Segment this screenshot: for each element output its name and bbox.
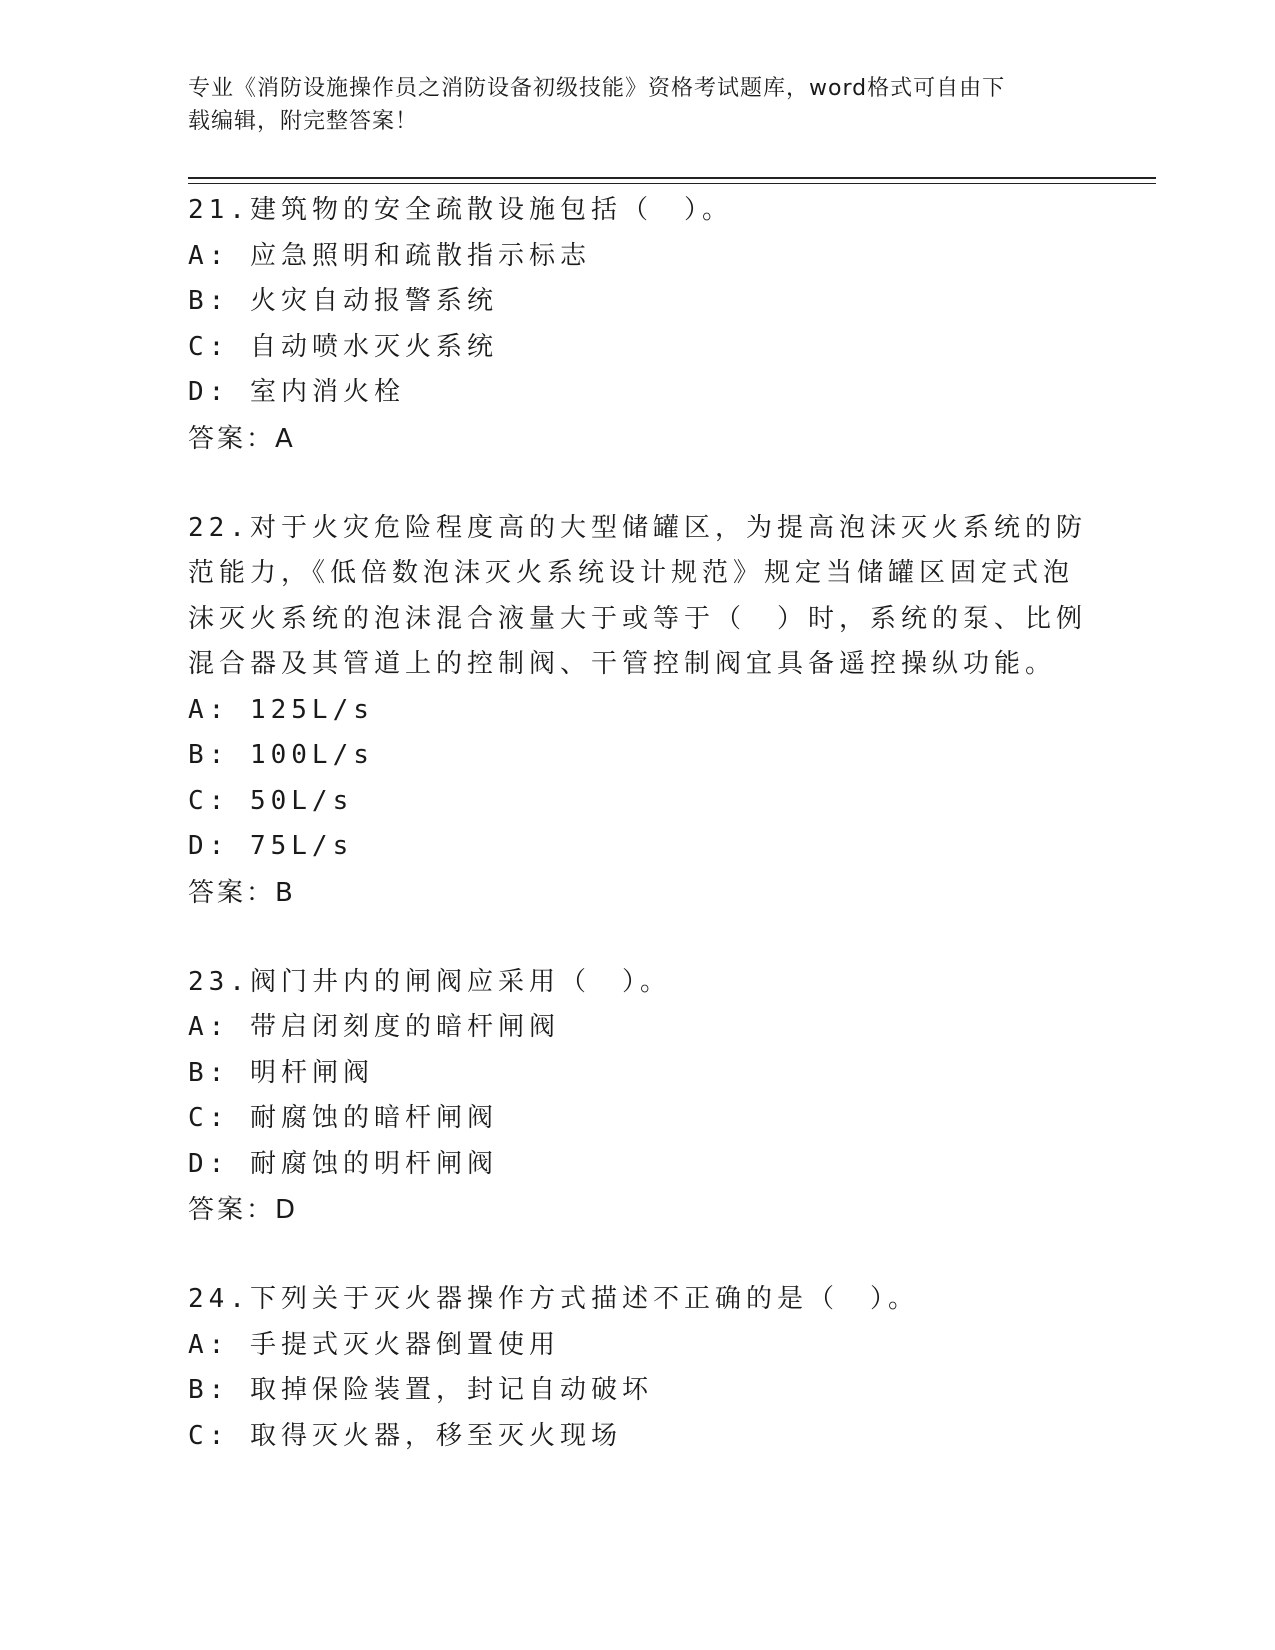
- option-c: C: 取得灭火器，移至灭火现场: [188, 1420, 622, 1451]
- document-header: [188, 72, 1068, 138]
- option-b: B: 火灾自动报警系统: [188, 286, 498, 316]
- option-a: A: 手提式灭火器倒置使用: [188, 1329, 560, 1360]
- question-22: [188, 506, 1088, 916]
- question-24: [188, 1277, 1088, 1459]
- option-c: C: 耐腐蚀的暗杆闸阀: [188, 1103, 498, 1133]
- option-c: C: 自动喷水灭火系统: [188, 331, 498, 362]
- header-rule-thick: [188, 177, 1156, 179]
- option-d: D: 耐腐蚀的明杆闸阀: [188, 1148, 498, 1179]
- header-rule-thin: [188, 183, 1156, 184]
- question-21: [188, 188, 1088, 462]
- option-a: A: 125L/s: [188, 694, 374, 725]
- answer: 答案：A: [188, 423, 296, 454]
- question-stem: 24.下列关于灭火器操作方式描述不正确的是（ ）。: [188, 1284, 919, 1314]
- option-a: A: 带启闭刻度的暗杆闸阀: [188, 1012, 560, 1042]
- answer: 答案：B: [188, 877, 296, 908]
- option-b: B: 取掉保险装置，封记自动破坏: [188, 1375, 653, 1405]
- header-line-2: 载编辑，附完整答案！: [188, 109, 419, 134]
- option-c: C: 50L/s: [188, 785, 354, 816]
- answer: 答案：D: [188, 1195, 299, 1225]
- option-b: B: 明杆闸阀: [188, 1057, 374, 1088]
- header-line-1: 专业《消防设施操作员之消防设备初级技能》资格考试题库，word格式可自由下: [188, 76, 1006, 101]
- question-stem: 21.建筑物的安全疏散设施包括（ ）。: [188, 195, 733, 225]
- option-a: A: 应急照明和疏散指示标志: [188, 240, 591, 271]
- question-list: [188, 188, 1088, 1503]
- option-d: D: 75L/s: [188, 831, 354, 861]
- question-stem: 23.阀门井内的闸阀应采用（ ）。: [188, 966, 671, 997]
- option-d: D: 室内消火栓: [188, 377, 405, 407]
- question-23: [188, 960, 1088, 1234]
- question-stem: 22.对于火灾危险程度高的大型储罐区，为提高泡沫灭火系统的防范能力，《低倍数泡沫灭火系统设计规范》规定当储罐区固定式泡沫灭火系统的泡沫混合液量大于或等于（ ）时，系统的泵、比例混合器及其管道上的控制阀、干管控制阀宜具备遥控操纵功能。: [188, 512, 1088, 679]
- option-b: B: 100L/s: [188, 740, 374, 770]
